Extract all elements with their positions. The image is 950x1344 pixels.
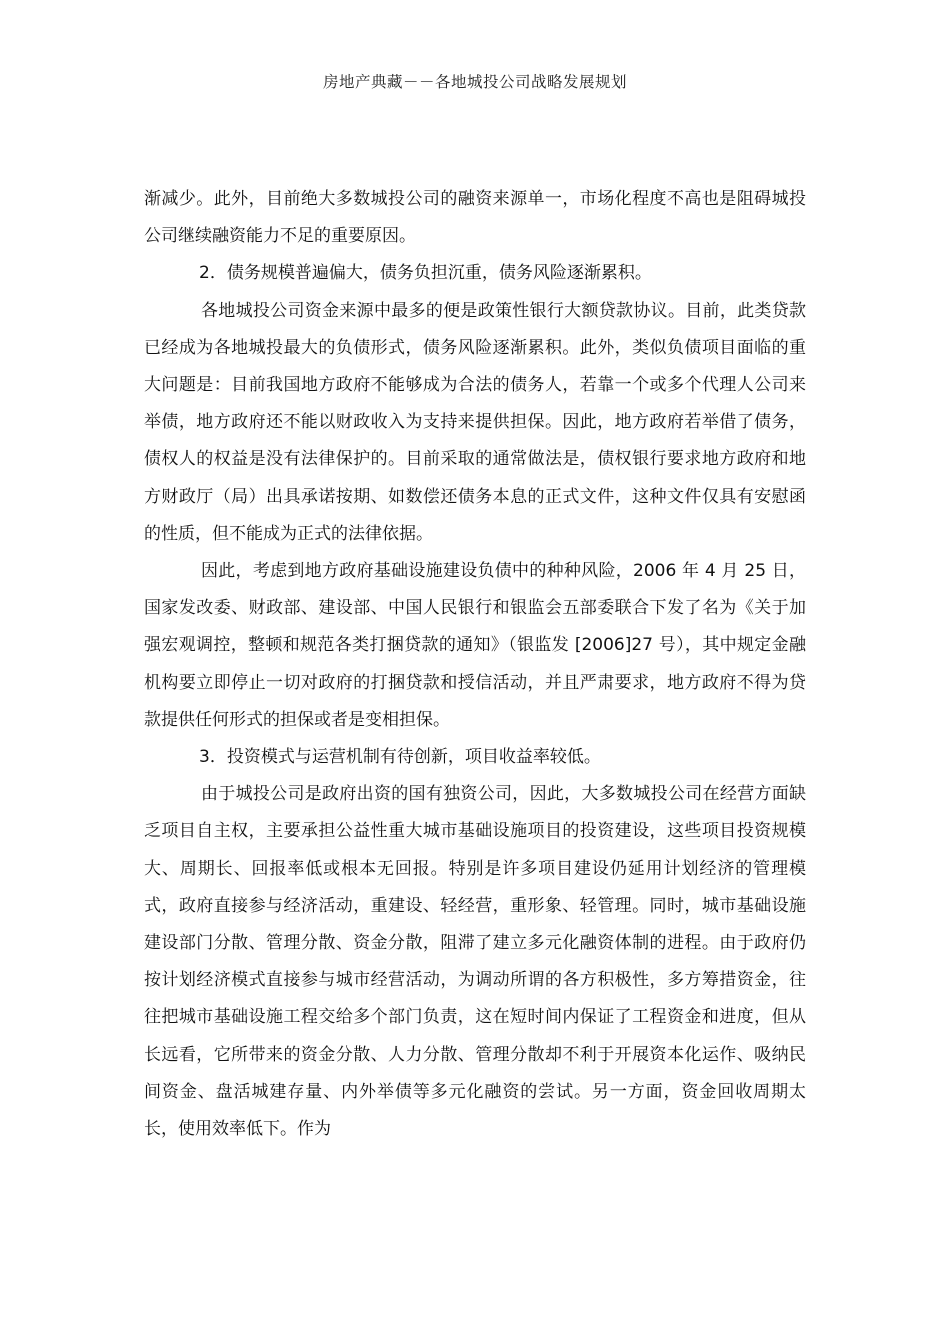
paragraph-debt-risk: 各地城投公司资金来源中最多的便是政策性银行大额贷款协议。目前，此类贷款已经成为各地城投最大的负债形式，债务风险逐渐累积。此外，类似负债项目面临的重大问题是：目前我国地方政府不能够成为合法的债务人，若靠一个或多个代理人公司来举债，地方政府还不能以财政收入为支持来提供担保。因此，地方政府若举借了债务，债权人的权益是没有法律保护的。目前采取的通常做法是，债权银行要求地方政府和地方财政厅（局）出具承诺按期、如数偿还债务本息的正式文件，这种文件仅具有安慰函的性质，但不能成为正式的法律依据。 xyxy=(144,300,806,544)
section-heading-2: 2．债务规模普遍偏大，债务负担沉重，债务风险逐渐累积。 xyxy=(199,263,652,284)
section-heading-3: 3．投资模式与运营机制有待创新，项目收益率较低。 xyxy=(199,747,601,768)
paragraph-continued: 渐减少。此外，目前绝大多数城投公司的融资来源单一，市场化程度不高也是阻碍城投公司继续融资能力不足的重要原因。 xyxy=(144,189,806,247)
paragraph-regulation: 因此，考虑到地方政府基础设施建设负债中的种种风险，2006 年 4 月 25 日，国家发改委、财政部、建设部、中国人民银行和银监会五部委联合下发了名为《关于加强宏观调控，整顿和规范各类打捆贷款的通知》（银监发 [2006]27 号），其中规定金融机构要立即停止一切对政府的打捆贷款和授信活动，并且严肃要求，地方政府不得为贷款提供任何形式的担保或者是变相担保。 xyxy=(144,561,806,730)
document-body xyxy=(144,181,806,1148)
paragraph-investment-model: 由于城投公司是政府出资的国有独资公司，因此，大多数城投公司在经营方面缺乏项目自主权，主要承担公益性重大城市基础设施项目的投资建设，这些项目投资规模大、周期长、回报率低或根本无回报。特别是许多项目建设仍延用计划经济的管理模式，政府直接参与经济活动，重建设、轻经营，重形象、轻管理。同时，城市基础设施建设部门分散、管理分散、资金分散，阻滞了建立多元化融资体制的进程。由于政府仍按计划经济模式直接参与城市经营活动，为调动所谓的各方积极性，多方筹措资金，往往把城市基础设施工程交给多个部门负责，这在短时间内保证了工程资金和进度，但从长远看，它所带来的资金分散、人力分散、管理分散却不利于开展资本化运作、吸纳民间资金、盘活城建存量、内外举债等多元化融资的尝试。另一方面，资金回收周期太长，使用效率低下。作为 xyxy=(144,784,806,1140)
page-header: 房地产典藏－－各地城投公司战略发展规划 xyxy=(322,73,627,91)
